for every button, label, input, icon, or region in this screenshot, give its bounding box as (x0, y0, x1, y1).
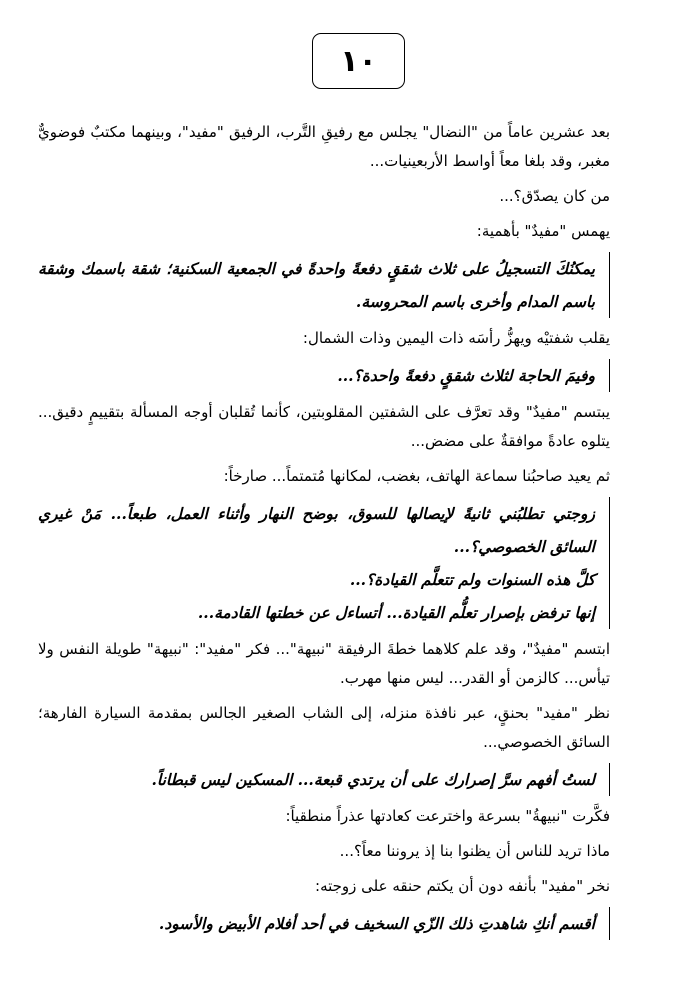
paragraph: يقلب شفتيْه ويهزُّ رأسَه ذات اليمين وذات الشمال: (302, 329, 610, 347)
page-number: ١٠ (340, 43, 377, 79)
quote-line: زوجتي تطلبُني ثانيةً لإيصالها للسوق، بوضح النهار وأثناء العمل، طبعاً... مَنْ غيري السائق الخصوصي؟... (38, 504, 595, 556)
dialogue-quote (38, 252, 610, 318)
paragraph: بعد عشرين عاماً من "النضال" يجلس مع رفيقِ التَّرب، الرفيق "مفيد"، وبينهما مكتبٌ فوضويٌّ مغبر، وقد بلغا معاً أواسط الأربعينيات... (38, 123, 610, 170)
quote-line: كلَّ هذه السنوات ولم تتعلَّم القيادة؟... (349, 570, 595, 589)
paragraph: نظر "مفيد" بحنقٍ، عبر نافذة منزله، إلى الشاب الصغير الجالس بمقدمة السيارة الفارهة؛ السائق الخصوصي... (38, 704, 610, 751)
dialogue-quote (38, 497, 610, 629)
paragraph: من كان يصدّق؟... (499, 187, 610, 205)
paragraph: فكَّرت "نبيهةُ" بسرعة واخترعت كعادتها عذراً منطقياً: (285, 807, 610, 825)
quote-line: لستُ أفهم سرَّ إصرارك على أن يرتدي قبعة... المسكين ليس قبطاناً. (151, 770, 595, 789)
page-number-box (312, 33, 405, 89)
quote-line: يمكنُكَ التسجيلُ على ثلاث شققٍ دفعةً واحدةً في الجمعية السكنية؛ شقة باسمك وشقة باسم المدام وأخرى باسم المحروسة. (38, 259, 595, 311)
dialogue-quote (38, 907, 610, 940)
paragraph: يبتسم "مفيدٌ" وقد تعرَّف على الشفتين المقلوبتين، كأنما تُقلبان أوجه المسألة بتقييمٍ دقيق... يتلوه عادةً موافقةٌ على مضض... (38, 403, 610, 450)
paragraph: ماذا تريد للناس أن يظنوا بنا إذ يروننا معاً؟... (339, 842, 610, 860)
paragraph: نخر "مفيد" بأنفه دون أن يكتم حنقه على زوجته: (315, 877, 610, 895)
paragraph: ابتسم "مفيدٌ"، وقد علم كلاهما خطةَ الرفيقة "نبيهة"... فكر "مفيد": "نبيهة" طويلة النفس ولا تيأس... كالزمن أو القدر... ليس منها مهرب. (38, 640, 610, 687)
quote-line: إنها ترفض بإصرار تعلُّم القيادة... أتساءل عن خطتها القادمة... (197, 603, 595, 622)
quote-line: أقسم أنكِ شاهدتِ ذلك الزّي السخيف في أحد أفلام الأبيض والأسود. (158, 914, 595, 933)
quote-line: وفيمَ الحاجة لثلاث شققٍ دفعةً واحدة؟... (337, 366, 595, 385)
document-body (38, 118, 610, 946)
dialogue-quote (38, 763, 610, 796)
paragraph: ثم يعيد صاحبُنا سماعة الهاتف، بغضب، لمكانها مُتمتماً... صارخاً: (223, 467, 610, 485)
dialogue-quote (38, 359, 610, 392)
paragraph: يهمس "مفيدٌ" بأهمية: (476, 222, 610, 240)
